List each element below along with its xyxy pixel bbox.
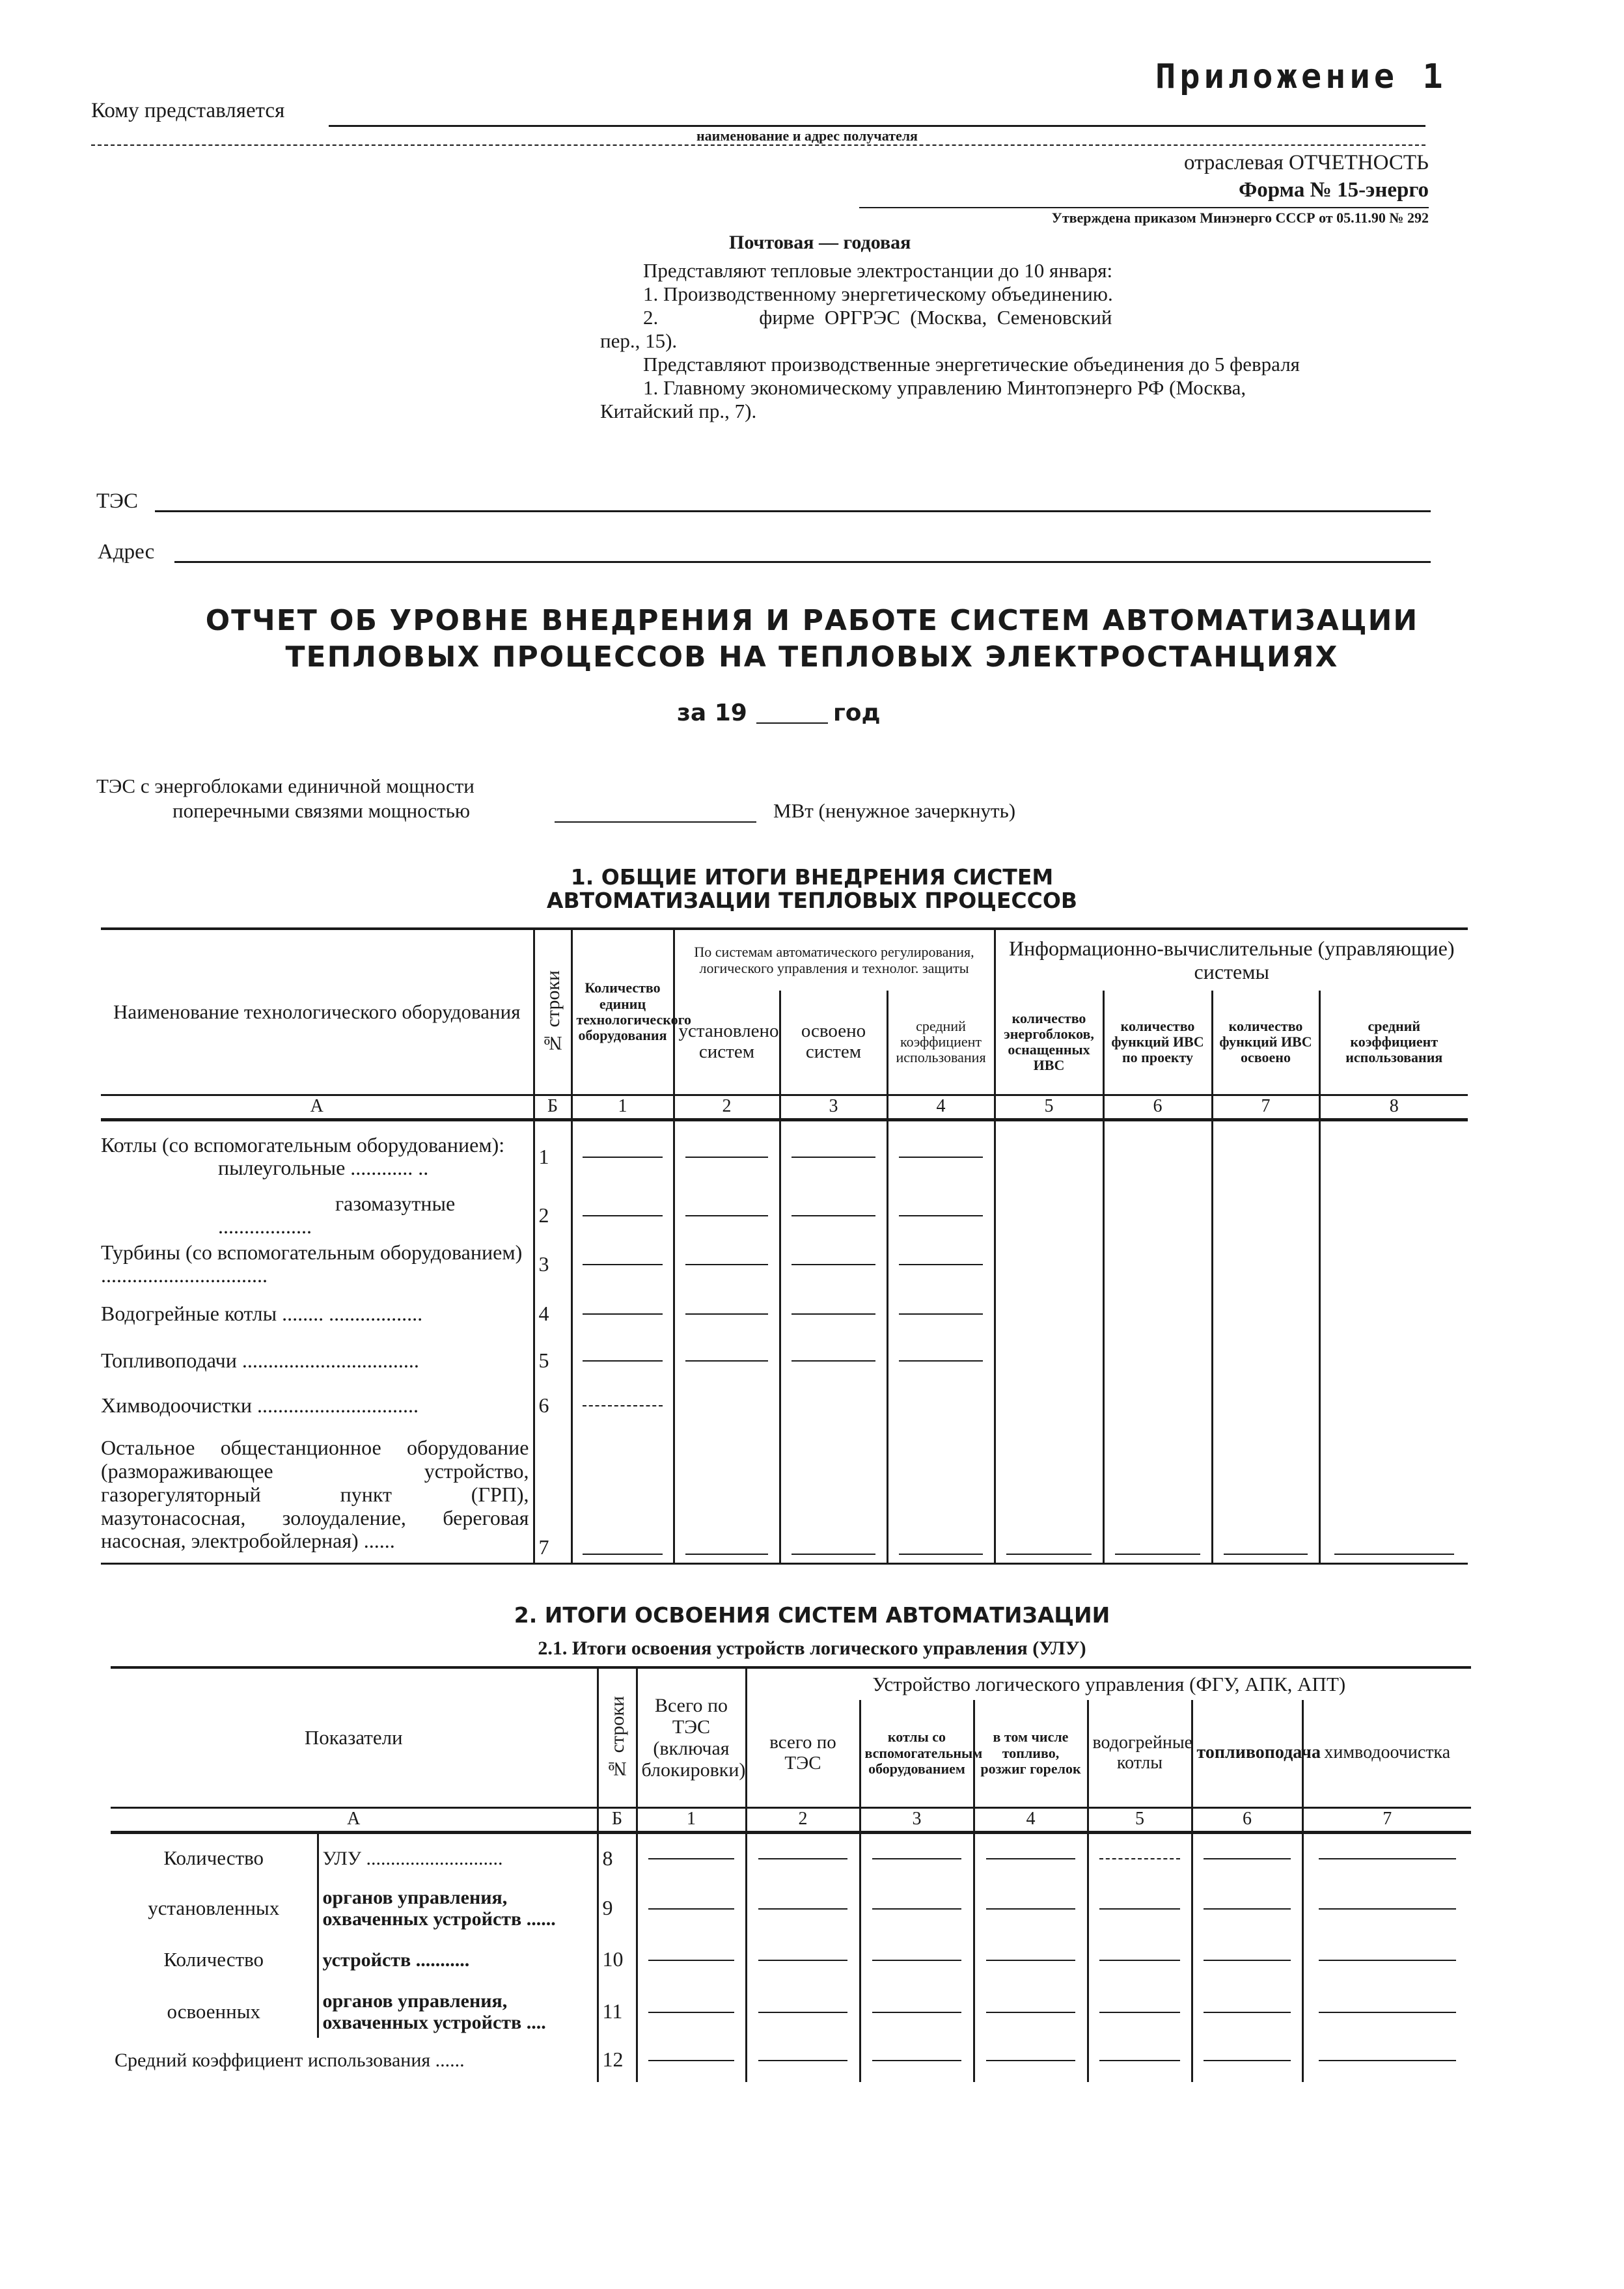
row-number: 10 xyxy=(598,1934,637,1986)
data-cell[interactable] xyxy=(674,1192,780,1238)
col-header-total-tes: Всего по ТЭС (включая блокировки) xyxy=(637,1667,746,1807)
col-header-row-no xyxy=(534,929,571,1095)
data-cell[interactable] xyxy=(1302,1832,1471,1883)
recipient-label: Кому представляется xyxy=(91,99,285,122)
col-num: 6 xyxy=(1192,1807,1302,1832)
row-label: Водогрейные котлы ........ .................. xyxy=(101,1290,534,1337)
instruction-line: Представляют производственные энергетические объединения до 5 февраля xyxy=(643,353,1300,376)
row-label: Турбины (со вспомогательным оборудованием) ................................ xyxy=(101,1238,534,1290)
data-cell[interactable] xyxy=(1319,1384,1468,1427)
data-cell[interactable] xyxy=(1302,2038,1471,2082)
table-row xyxy=(101,1290,1468,1337)
col-num: 5 xyxy=(1088,1807,1192,1832)
row-label: Химводоочистки ............................... xyxy=(101,1384,534,1427)
report-title-line2: ТЕПЛОВЫХ ПРОЦЕССОВ НА ТЕПЛОВЫХ ЭЛЕКТРОСТАНЦИЯХ xyxy=(285,640,1339,674)
data-cell[interactable] xyxy=(974,1986,1088,2038)
row-group: Количество xyxy=(163,1846,264,1870)
tes-line xyxy=(155,510,1431,512)
data-cell[interactable] xyxy=(995,1337,1103,1384)
data-cell[interactable] xyxy=(637,1832,746,1883)
data-cell[interactable] xyxy=(674,1290,780,1337)
data-cell[interactable] xyxy=(571,1427,674,1563)
data-cell[interactable] xyxy=(674,1238,780,1290)
col-num: Б xyxy=(598,1807,637,1832)
data-cell[interactable] xyxy=(1088,2038,1192,2082)
recipient-caption: наименование и адрес получателя xyxy=(696,128,918,144)
col-header-fuel-supply: топливоподача xyxy=(1192,1700,1302,1807)
data-cell[interactable] xyxy=(571,1337,674,1384)
col-num: 4 xyxy=(974,1807,1088,1832)
row-number: 5 xyxy=(534,1337,571,1384)
data-cell[interactable] xyxy=(1319,1337,1468,1384)
col-num: А xyxy=(111,1807,598,1832)
col-header-burners: в том числе топливо, розжиг горелок xyxy=(974,1700,1088,1807)
data-cell[interactable] xyxy=(1319,1119,1468,1192)
instruction-line: Китайский пр., 7). xyxy=(600,400,757,422)
table-row xyxy=(101,1384,1468,1427)
data-cell[interactable] xyxy=(746,2038,860,2082)
year-suffix: год xyxy=(833,700,881,726)
data-cell[interactable] xyxy=(1302,1986,1471,2038)
row-group: освоенных xyxy=(167,1999,261,2023)
col-header-ulu-group: Устройство логического управления (ФГУ, АПК, АПТ) xyxy=(746,1667,1471,1700)
year-line xyxy=(756,722,828,724)
year-prefix: за 19 xyxy=(677,700,747,726)
col-num: 3 xyxy=(860,1807,974,1832)
row-group xyxy=(111,2038,598,2082)
data-cell[interactable] xyxy=(1319,1427,1468,1563)
data-cell[interactable] xyxy=(995,1238,1103,1290)
col-num: 2 xyxy=(674,1095,780,1119)
col-header-ivs-group: Информационно-вычислительные (управляющие) системы xyxy=(995,929,1468,991)
data-cell[interactable] xyxy=(780,1290,887,1337)
col-header-count: Количество единиц технологического оборудования xyxy=(571,929,674,1095)
col-header-total: всего по ТЭС xyxy=(746,1700,860,1807)
table-row xyxy=(111,1986,1471,2038)
col-num: 1 xyxy=(637,1807,746,1832)
data-cell[interactable] xyxy=(780,1427,887,1563)
data-cell[interactable] xyxy=(674,1337,780,1384)
instruction-line: 1. Главному экономическому управлению Минтопэнерго РФ (Москва, xyxy=(643,376,1246,399)
row-group-text: Средний коэффициент использования xyxy=(115,2049,431,2071)
data-cell[interactable] xyxy=(974,1934,1088,1986)
data-cell[interactable] xyxy=(1302,1934,1471,1986)
data-cell[interactable] xyxy=(1088,1986,1192,2038)
row-label: ...... xyxy=(435,2049,465,2071)
data-cell[interactable] xyxy=(887,1192,995,1238)
data-cell[interactable] xyxy=(887,1427,995,1563)
data-cell[interactable] xyxy=(571,1192,674,1238)
col-header-ivs-coef: средний коэффициент использования xyxy=(1319,991,1468,1095)
data-cell[interactable] xyxy=(1192,1832,1302,1883)
data-cell[interactable] xyxy=(887,1384,995,1427)
col-num: 2 xyxy=(746,1807,860,1832)
row-no-text: № строки xyxy=(542,970,564,1054)
form-underline xyxy=(859,207,1429,208)
section1-title-line1: 1. ОБЩИЕ ИТОГИ ВНЕДРЕНИЯ СИСТЕМ xyxy=(570,864,1054,890)
data-cell[interactable] xyxy=(780,1119,887,1192)
col-num: 4 xyxy=(887,1095,995,1119)
section2-title: 2. ИТОГИ ОСВОЕНИЯ СИСТЕМ АВТОМАТИЗАЦИИ xyxy=(514,1602,1110,1628)
address-label: Адрес xyxy=(98,540,155,564)
data-cell[interactable] xyxy=(860,1986,974,2038)
col-header-equipment: Наименование технологического оборудования xyxy=(101,929,534,1095)
col-header-avg-coef: средний коэффициент использования xyxy=(887,991,995,1095)
data-cell[interactable] xyxy=(637,1883,746,1934)
data-cell[interactable] xyxy=(637,1986,746,2038)
row-no-text: № строки xyxy=(606,1695,628,1779)
data-cell[interactable] xyxy=(995,1192,1103,1238)
data-cell[interactable] xyxy=(637,1934,746,1986)
data-cell[interactable] xyxy=(1192,1883,1302,1934)
data-cell[interactable] xyxy=(746,1883,860,1934)
data-cell[interactable] xyxy=(1212,1192,1319,1238)
data-cell[interactable] xyxy=(1192,1986,1302,2038)
data-cell[interactable] xyxy=(995,1427,1103,1563)
col-header-water-treatment: химводоочистка xyxy=(1302,1700,1471,1807)
data-cell[interactable] xyxy=(1212,1427,1319,1563)
row-group: Количество xyxy=(163,1947,264,1971)
data-cell[interactable] xyxy=(571,1290,674,1337)
data-cell[interactable] xyxy=(1212,1337,1319,1384)
data-cell[interactable] xyxy=(887,1290,995,1337)
table-row xyxy=(111,1832,1471,1883)
table-row xyxy=(101,1337,1468,1384)
row-group: установленных xyxy=(148,1896,280,1919)
data-cell[interactable] xyxy=(780,1337,887,1384)
data-cell[interactable] xyxy=(1103,1192,1212,1238)
mail-frequency: Почтовая — годовая xyxy=(729,232,911,253)
power-line xyxy=(555,821,756,823)
col-num: 7 xyxy=(1212,1095,1319,1119)
data-cell[interactable] xyxy=(1212,1119,1319,1192)
data-cell[interactable] xyxy=(1103,1238,1212,1290)
appendix-label: Приложение 1 xyxy=(1155,57,1447,96)
recipient-line-2 xyxy=(91,144,1425,146)
row-label xyxy=(101,1119,534,1192)
table-row xyxy=(111,2038,1471,2082)
data-cell[interactable] xyxy=(780,1192,887,1238)
table-row xyxy=(111,1883,1471,1934)
data-cell[interactable] xyxy=(780,1238,887,1290)
data-cell[interactable] xyxy=(887,1238,995,1290)
col-header-auto-group: По системам автоматического регулирования, логического управления и технолог. защиты xyxy=(674,929,995,991)
data-cell[interactable] xyxy=(887,1337,995,1384)
row-number: 7 xyxy=(534,1427,571,1563)
report-title-line1: ОТЧЕТ ОБ УРОВНЕ ВНЕДРЕНИЯ И РАБОТЕ СИСТЕМ АВТОМАТИЗАЦИИ xyxy=(205,604,1419,637)
data-cell[interactable] xyxy=(746,1832,860,1883)
data-cell[interactable] xyxy=(995,1290,1103,1337)
data-cell[interactable] xyxy=(1103,1290,1212,1337)
data-cell[interactable] xyxy=(571,1238,674,1290)
instruction-line: 2. фирме ОРГРЭС (Москва, Семеновский xyxy=(643,306,1112,329)
table-row xyxy=(101,1192,1468,1238)
row-number: 12 xyxy=(598,2038,637,2082)
row-number: 11 xyxy=(598,1986,637,2038)
data-cell[interactable] xyxy=(1319,1192,1468,1238)
row-sublabel: пылеугольные ............ .. xyxy=(218,1156,429,1180)
section2-subtitle: 2.1. Итоги освоения устройств логического управления (УЛУ) xyxy=(538,1638,1086,1659)
data-cell[interactable] xyxy=(1212,1384,1319,1427)
data-cell[interactable] xyxy=(974,1883,1088,1934)
data-cell[interactable] xyxy=(746,1934,860,1986)
data-cell[interactable] xyxy=(887,1119,995,1192)
row-number: 8 xyxy=(598,1832,637,1883)
row-number: 6 xyxy=(534,1384,571,1427)
col-num: 1 xyxy=(571,1095,674,1119)
instruction-line: пер., 15). xyxy=(600,329,678,352)
data-cell[interactable] xyxy=(1192,2038,1302,2082)
section1-title-line2: АВТОМАТИЗАЦИИ ТЕПЛОВЫХ ПРОЦЕССОВ xyxy=(546,888,1078,913)
section2-table xyxy=(111,1666,1471,2082)
data-cell[interactable] xyxy=(571,1384,674,1427)
col-header-boilers: котлы со вспомогательным оборудованием xyxy=(860,1700,974,1807)
data-cell[interactable] xyxy=(1088,1832,1192,1883)
row-label: УЛУ ............................ xyxy=(318,1832,598,1883)
data-cell[interactable] xyxy=(1212,1290,1319,1337)
address-line xyxy=(174,561,1431,563)
col-num: 8 xyxy=(1319,1095,1468,1119)
data-cell[interactable] xyxy=(674,1119,780,1192)
instruction-line: Представляют тепловые электростанции до 10 января: xyxy=(643,259,1113,282)
data-cell[interactable] xyxy=(780,1384,887,1427)
data-cell[interactable] xyxy=(974,1832,1088,1883)
col-header-row-no xyxy=(598,1667,637,1807)
data-cell[interactable] xyxy=(1103,1119,1212,1192)
data-cell[interactable] xyxy=(860,1832,974,1883)
table-row xyxy=(101,1427,1468,1563)
data-cell[interactable] xyxy=(1088,1883,1192,1934)
data-cell[interactable] xyxy=(637,2038,746,2082)
row-label: органов управления, охваченных устройств ...... xyxy=(318,1883,598,1934)
data-cell[interactable] xyxy=(1302,1883,1471,1934)
data-cell[interactable] xyxy=(1192,1934,1302,1986)
row-label: Остальное общестанционное оборудование (размораживающее устройство, газорегуляторный пункт (ГРП), мазутонасосная, золоудаление, береговая насосная, электробойлерная) ...... xyxy=(101,1427,534,1563)
section1-table xyxy=(101,927,1468,1565)
tes-power-line1: ТЭС с энергоблоками единичной мощности xyxy=(96,774,475,797)
instruction-line: 1. Производственному энергетическому объединению. xyxy=(643,282,1113,305)
col-header-ivs-project: количество функций ИВС по проекту xyxy=(1103,991,1212,1095)
data-cell[interactable] xyxy=(1212,1238,1319,1290)
row-number: 1 xyxy=(534,1119,571,1192)
data-cell[interactable] xyxy=(571,1119,674,1192)
recipient-line xyxy=(329,125,1425,127)
row-number: 4 xyxy=(534,1290,571,1337)
data-cell[interactable] xyxy=(860,2038,974,2082)
data-cell[interactable] xyxy=(1103,1337,1212,1384)
power-unit: МВт (ненужное зачеркнуть) xyxy=(773,799,1016,822)
col-num: А xyxy=(101,1095,534,1119)
col-header-installed: установлено систем xyxy=(674,991,780,1095)
data-cell[interactable] xyxy=(974,2038,1088,2082)
data-cell[interactable] xyxy=(1319,1238,1468,1290)
approval-note: Утверждена приказом Минэнерго СССР от 05.11.90 № 292 xyxy=(1051,210,1429,226)
data-cell[interactable] xyxy=(1103,1384,1212,1427)
data-cell[interactable] xyxy=(995,1384,1103,1427)
col-num: 7 xyxy=(1302,1807,1471,1832)
data-cell[interactable] xyxy=(1319,1290,1468,1337)
data-cell[interactable] xyxy=(1088,1934,1192,1986)
reporting-type: отраслевая ОТЧЕТНОСТЬ xyxy=(1184,151,1429,174)
data-cell[interactable] xyxy=(674,1427,780,1563)
table-row xyxy=(101,1119,1468,1192)
data-cell[interactable] xyxy=(860,1934,974,1986)
tes-label: ТЭС xyxy=(96,489,138,513)
data-cell[interactable] xyxy=(746,1986,860,2038)
col-num: 3 xyxy=(780,1095,887,1119)
data-cell[interactable] xyxy=(674,1384,780,1427)
row-label xyxy=(101,1192,534,1238)
col-num: 6 xyxy=(1103,1095,1212,1119)
col-header-ivs-blocks: количество энергоблоков, оснащенных ИВС xyxy=(995,991,1103,1095)
submission-instructions xyxy=(600,259,1433,423)
col-header-indicators: Показатели xyxy=(111,1667,598,1807)
col-header-mastered: освоено систем xyxy=(780,991,887,1095)
data-cell[interactable] xyxy=(860,1883,974,1934)
col-header-ivs-mastered: количество функций ИВС освоено xyxy=(1212,991,1319,1095)
table-row xyxy=(111,1934,1471,1986)
table-row xyxy=(101,1238,1468,1290)
col-num: Б xyxy=(534,1095,571,1119)
row-label: Топливоподачи .................................. xyxy=(101,1337,534,1384)
row-label: устройств ........... xyxy=(318,1934,598,1986)
col-header-water-boilers: водогрейные котлы xyxy=(1088,1700,1192,1807)
data-cell[interactable] xyxy=(1103,1427,1212,1563)
col-num: 5 xyxy=(995,1095,1103,1119)
row-label-text: Котлы (со вспомогательным оборудованием): xyxy=(101,1133,505,1157)
tes-power-line2: поперечными связями мощностью xyxy=(172,799,471,822)
row-number: 2 xyxy=(534,1192,571,1238)
row-label: органов управления, охваченных устройств .... xyxy=(318,1986,598,2038)
form-number: Форма № 15-энерго xyxy=(1238,178,1429,202)
data-cell[interactable] xyxy=(995,1119,1103,1192)
row-number: 9 xyxy=(598,1883,637,1934)
row-number: 3 xyxy=(534,1238,571,1290)
row-sublabel: газомазутные .................. xyxy=(218,1192,456,1239)
